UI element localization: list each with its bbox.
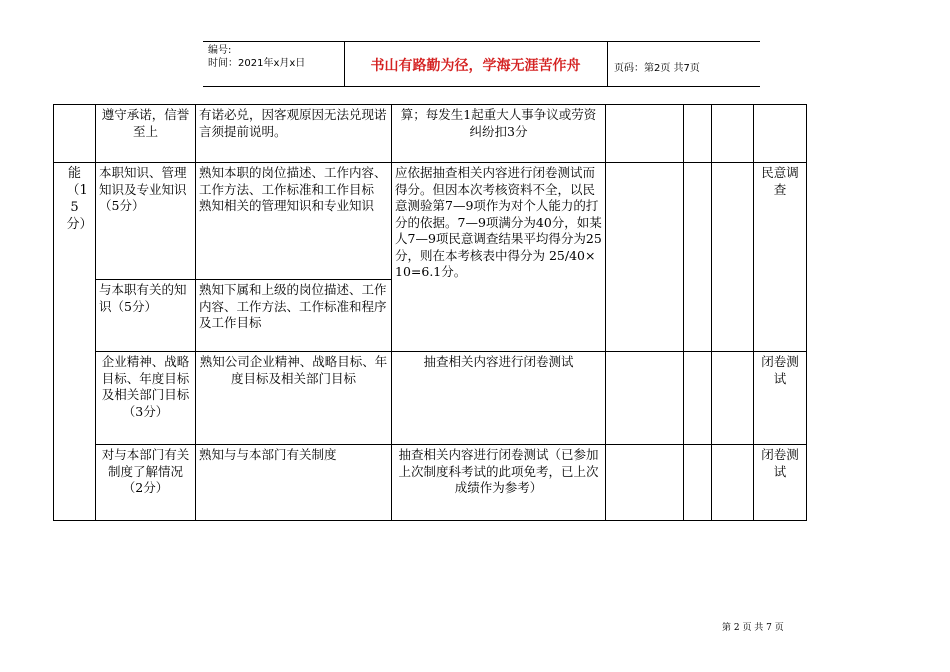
item-cell: 对与本部门有关制度了解情况（2分） (96, 445, 196, 521)
score-cell (712, 352, 754, 445)
header-motto: 书山有路勤为径，学海无涯苦作舟 (370, 58, 581, 74)
standard-cell: 熟知公司企业精神、战略目标、年度目标及相关部门目标 (196, 352, 392, 445)
table-row (54, 163, 807, 280)
header-page-number: 页码：第2页 共7页 (614, 63, 700, 74)
standard-cell: 熟知与与本部门有关制度 (196, 445, 392, 521)
method-cell: 抽查相关内容进行闭卷测试（已参加上次制度科考试的此项免考，已上次成绩作为参考） (392, 445, 606, 521)
score-cell (684, 163, 712, 352)
note-cell: 民意调查 (754, 163, 807, 352)
category-label: 能（15分） (66, 166, 93, 232)
item-cell: 企业精神、战略目标、年度目标及相关部门目标（3分） (96, 352, 196, 445)
score-cell (712, 163, 754, 352)
item-cell: 本职知识、管理知识及专业知识（5分） (96, 163, 196, 280)
doc-number-label: 编号: (208, 45, 232, 56)
header-top-rule (203, 41, 760, 42)
score-cell (712, 105, 754, 163)
assessment-table (53, 104, 807, 521)
table-row (54, 105, 807, 163)
score-cell (684, 105, 712, 163)
score-cell (606, 163, 684, 352)
table-row (54, 352, 807, 445)
method-cell: 算；每发生1起重大人事争议或劳资纠纷扣3分 (392, 105, 606, 163)
score-cell (684, 352, 712, 445)
score-cell (684, 445, 712, 521)
score-cell (712, 445, 754, 521)
standard-cell: 熟知下属和上级的岗位描述、工作内容、工作方法、工作标准和程序及工作目标 (196, 280, 392, 352)
header-divider-right (607, 41, 608, 86)
score-cell (606, 352, 684, 445)
header-bottom-rule (203, 86, 760, 87)
standard-cell: 有诺必兑，因客观原因无法兑现诺言须提前说明。 (196, 105, 392, 163)
score-cell (606, 445, 684, 521)
item-cell: 遵守承诺，信誉至上 (96, 105, 196, 163)
score-cell (606, 105, 684, 163)
standard-cell: 熟知本职的岗位描述、工作内容、工作方法、工作标准和工作目标 熟知相关的管理知识和专业知识 (196, 163, 392, 280)
category-cell (54, 163, 96, 521)
item-cell: 与本职有关的知识（5分） (96, 280, 196, 352)
method-cell: 应依据抽查相关内容进行闭卷测试而得分。但因本次考核资料不全，以民意测验第7—9项作为对个人能力的打分的依据。7—9项满分为40分，如某人7—9项民意调查结果平均得分为25分，则在本考核表中得分为 25/40×10=6.1分。 (392, 163, 606, 352)
footer-page-number: 第 2 页 共 7 页 (722, 623, 784, 633)
note-cell: 闭卷测试 (754, 352, 807, 445)
method-cell: 抽查相关内容进行闭卷测试 (392, 352, 606, 445)
header-info (208, 44, 305, 70)
note-cell (754, 105, 807, 163)
note-cell: 闭卷测试 (754, 445, 807, 521)
category-cell-empty (54, 105, 96, 163)
table-row (54, 445, 807, 521)
date-text: 时间：2021年x月x日 (208, 58, 306, 69)
